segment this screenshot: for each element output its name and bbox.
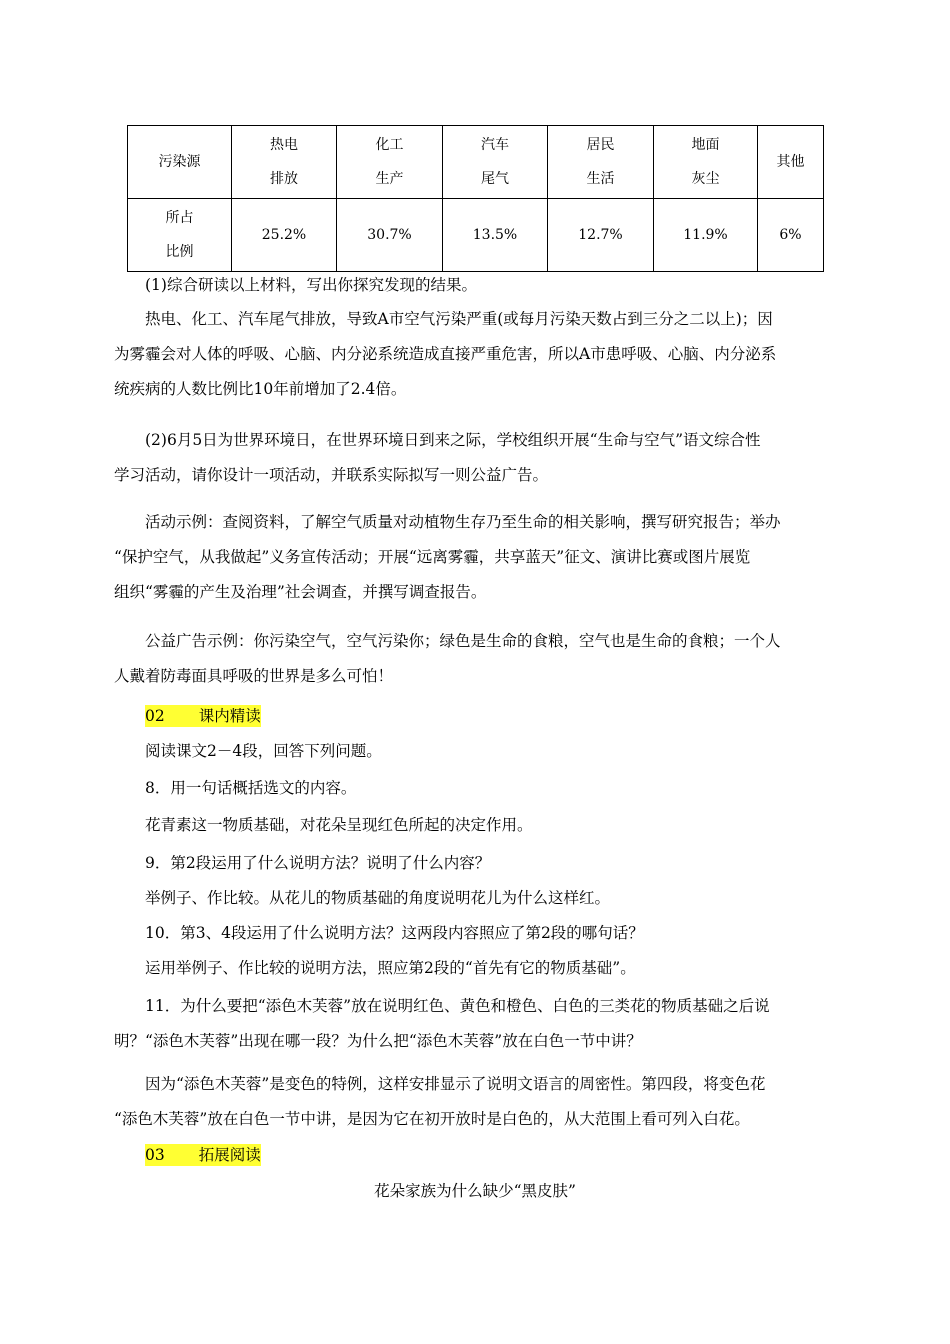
header-cell	[128, 126, 232, 199]
table-row	[128, 199, 824, 272]
question-9: 9．第2段运用了什么说明方法？说明了什么内容？	[145, 854, 491, 872]
text-line: 公益广告示例：你污染空气，空气污染你；绿色是生命的食粮，空气也是生命的食粮；一个人	[145, 632, 781, 650]
answer-8: 花青素这一物质基础，对花朵呈现红色所起的决定作用。	[145, 816, 533, 834]
header-text: 灰尘	[691, 171, 720, 187]
text-line: 组织“雾霾的产生及治理”社会调查，并撰写调查报告。	[114, 583, 487, 601]
article-title: 花朵家族为什么缺少“黑皮肤”	[374, 1182, 576, 1200]
header-text: 排放	[270, 171, 298, 187]
header-cell	[443, 126, 548, 199]
row-label-text: 比例	[165, 244, 194, 260]
answer-11	[114, 1067, 838, 1137]
text-line: 为雾霾会对人体的呼吸、心脑、内分泌系统造成直接严重危害，所以A市患呼吸、心脑、内分泌系	[114, 345, 777, 363]
section-title: 拓展阅读	[198, 1146, 261, 1164]
header-text: 居民	[586, 137, 615, 153]
value-cell: 12.7%	[548, 199, 654, 272]
text-line: “添色木芙蓉”放在白色一节中讲，是因为它在初开放时是白色的，从大范围上看可列入白花。	[114, 1110, 750, 1128]
q1-answer	[114, 302, 838, 407]
text-line: 活动示例：查阅资料，了解空气质量对动植物生存乃至生命的相关影响，撰写研究报告；举办	[145, 513, 781, 531]
text-line: 学习活动，请你设计一项活动，并联系实际拟写一则公益广告。	[114, 466, 549, 484]
header-text: 生活	[586, 171, 615, 187]
reading-instruction: 阅读课文2－4段，回答下列问题。	[145, 742, 382, 760]
header-cell	[337, 126, 443, 199]
header-text: 地面	[691, 137, 720, 153]
header-text: 汽车	[481, 137, 509, 153]
answer-10: 运用举例子、作比较的说明方法，照应第2段的“首先有它的物质基础”。	[145, 959, 636, 977]
header-text: 热电	[270, 137, 298, 153]
text-line: 统疾病的人数比例比10年前增加了2.4倍。	[114, 380, 407, 398]
row-label-cell	[128, 199, 232, 272]
q1-prompt: (1)综合研读以上材料，写出你探究发现的结果。	[145, 276, 477, 294]
header-text: 生产	[375, 171, 404, 187]
header-text: 污染源	[158, 154, 201, 170]
value-cell: 11.9%	[654, 199, 758, 272]
answer-9: 举例子、作比较。从花儿的物质基础的角度说明花儿为什么这样红。	[145, 889, 611, 907]
value-cell: 13.5%	[443, 199, 548, 272]
header-cell	[758, 126, 824, 199]
q2-ad-answer	[114, 624, 838, 694]
value-cell: 25.2%	[232, 199, 337, 272]
value-cell: 30.7%	[337, 199, 443, 272]
question-10: 10．第3、4段运用了什么说明方法？这两段内容照应了第2段的哪句话？	[145, 924, 644, 942]
header-text: 尾气	[481, 171, 509, 187]
q2-prompt	[114, 423, 838, 493]
header-text: 化工	[375, 137, 404, 153]
text-line: 热电、化工、汽车尾气排放，导致A市空气污染严重(或每月污染天数占到三分之二以上)；因	[145, 310, 773, 328]
question-8: 8．用一句话概括选文的内容。	[145, 779, 357, 797]
header-cell	[232, 126, 337, 199]
section-number: 02	[145, 707, 165, 725]
header-text: 其他	[776, 154, 805, 170]
section-heading-02	[145, 705, 261, 727]
text-line: “保护空气，从我做起”义务宣传活动；开展“远离雾霾，共享蓝天”征文、演讲比赛或图片展览	[114, 548, 751, 566]
text-line: 人戴着防毒面具呼吸的世界是多么可怕！	[114, 667, 394, 685]
value-cell: 6%	[758, 199, 824, 272]
pollution-source-table	[127, 125, 824, 272]
text-line: 11．为什么要把“添色木芙蓉”放在说明红色、黄色和橙色、白色的三类花的物质基础之后说	[145, 997, 770, 1015]
section-title: 课内精读	[198, 707, 261, 725]
text-line: (2)6月5日为世界环境日，在世界环境日到来之际，学校组织开展“生命与空气”语文综合性	[145, 431, 761, 449]
text-line: 因为“添色木芙蓉”是变色的特例，这样安排显示了说明文语言的周密性。第四段，将变色花	[145, 1075, 766, 1093]
question-11	[114, 989, 838, 1059]
table-header-row	[128, 126, 824, 199]
header-cell	[654, 126, 758, 199]
text-line: 明？“添色木芙蓉”出现在哪一段？为什么把“添色木芙蓉”放在白色一节中讲？	[114, 1032, 642, 1050]
row-label-text: 所占	[165, 210, 194, 226]
header-cell	[548, 126, 654, 199]
section-heading-03	[145, 1144, 261, 1166]
q2-activity-answer	[114, 505, 838, 610]
section-number: 03	[145, 1146, 165, 1164]
